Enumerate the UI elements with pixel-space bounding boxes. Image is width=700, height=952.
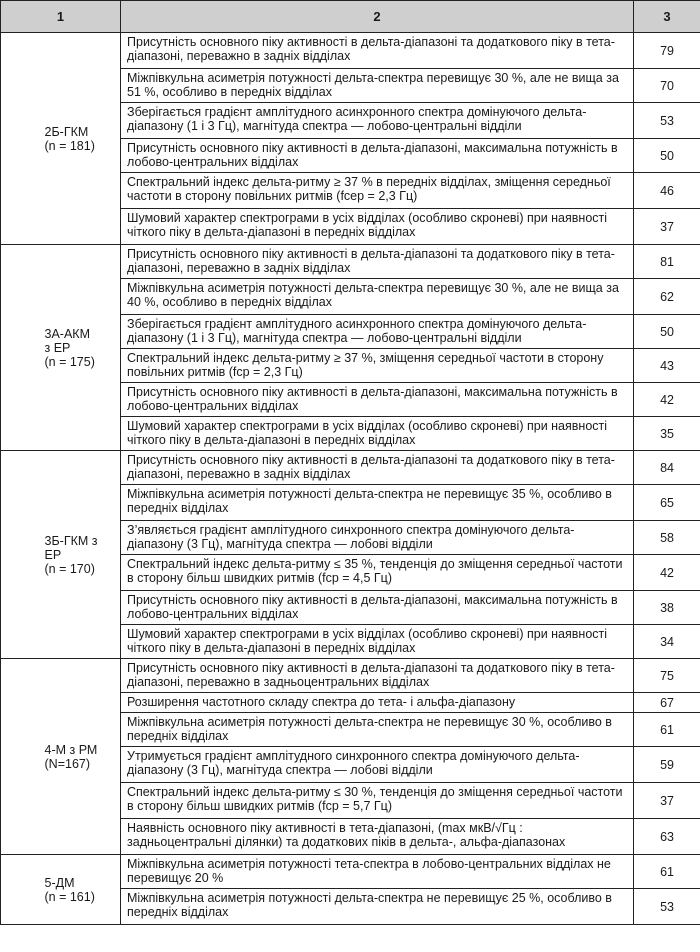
value-cell: 35 (634, 417, 700, 451)
value-cell: 58 (634, 521, 700, 555)
blank-cell (1, 855, 39, 925)
blank-cell (1, 33, 39, 245)
criterion-cell: Присутність основного піку активності в дельта-діапазоні та додаткового піку в тета-діапазоні, переважно в задніх відділах (121, 451, 634, 485)
table-row (1, 659, 700, 693)
value-cell: 65 (634, 485, 700, 521)
criterion-cell: Спектральний індекс дельта-ритму ≤ 30 %, тенденція до зміщення середньої частоти в сторону більш швидких ритмів (fср = 5,7 Гц) (121, 783, 634, 819)
blank-cell (1, 659, 39, 855)
table-row (1, 855, 700, 889)
header-row (1, 1, 700, 33)
value-cell: 70 (634, 69, 700, 103)
table-row (1, 451, 700, 485)
value-cell: 84 (634, 451, 700, 485)
criterion-cell: Шумовий характер спектрограми в усіх відділах (особливо скроневі) при наявності чіткого піку в дельта-діапазоні в передніх відділах (121, 625, 634, 659)
table-row (1, 33, 700, 69)
criterion-cell: Наявність основного піку активності в тета-діапазоні, (max мкВ/√Гц : задньоцентральні ділянки) та додаткових піків в дельта-, альфа-діапазонах (121, 819, 634, 855)
value-cell: 42 (634, 383, 700, 417)
value-cell: 53 (634, 103, 700, 139)
value-cell: 63 (634, 819, 700, 855)
value-cell: 75 (634, 659, 700, 693)
criterion-cell: Присутність основного піку активності в дельта-діапазоні та додаткового піку в тета-діапазоні, переважно в задньоцентральних відділах (121, 659, 634, 693)
criterion-cell: Зберігається градієнт амплітудного асинхронного спектра домінуючого дельта-діапазону (1 і 3 Гц), магнітуда спектра — лобово-центральні відділи (121, 315, 634, 349)
criterion-cell: З’являється градієнт амплітудного синхронного спектра домінуючого дельта-діапазону (3 Гц), магнітуда спектра — лобові відділи (121, 521, 634, 555)
value-cell: 37 (634, 209, 700, 245)
criterion-cell: Розширення частотного складу спектра до тета- і альфа-діапазону (121, 693, 634, 713)
table-body (1, 33, 700, 925)
value-cell: 79 (634, 33, 700, 69)
value-cell: 61 (634, 855, 700, 889)
criterion-cell: Шумовий характер спектрограми в усіх відділах (особливо скроневі) при наявності чіткого піку в дельта-діапазоні в передніх відділах (121, 417, 634, 451)
value-cell: 42 (634, 555, 700, 591)
criterion-cell: Міжпівкульна асиметрія потужності дельта-спектра не перевищує 35 %, особливо в передніх відділах (121, 485, 634, 521)
value-cell: 62 (634, 279, 700, 315)
value-cell: 43 (634, 349, 700, 383)
group-label: 3А-АКМ з ЕР (n = 175) (39, 245, 121, 451)
criterion-cell: Міжпівкульна асиметрія потужності дельта-спектра не перевищує 25 %, особливо в передніх відділах (121, 889, 634, 925)
blank-cell (1, 451, 39, 659)
value-cell: 61 (634, 713, 700, 747)
blank-cell (1, 245, 39, 451)
value-cell: 38 (634, 591, 700, 625)
criterion-cell: Утримується градієнт амплітудного синхронного спектра домінуючого дельта-діапазону (3 Гц), магнітуда спектра — лобові відділи (121, 747, 634, 783)
criterion-cell: Міжпівкульна асиметрія потужності дельта-спектра не перевищує 30 %, особливо в передніх відділах (121, 713, 634, 747)
value-cell: 59 (634, 747, 700, 783)
value-cell: 37 (634, 783, 700, 819)
value-cell: 67 (634, 693, 700, 713)
criterion-cell: Присутність основного піку активності в дельта-діапазоні, максимальна потужність в лобово-центральних відділах (121, 591, 634, 625)
group-label: 2Б-ГКМ (n = 181) (39, 33, 121, 245)
criterion-cell: Присутність основного піку активності в дельта-діапазоні, максимальна потужність в лобово-центральних відділах (121, 139, 634, 173)
value-cell: 50 (634, 315, 700, 349)
criterion-cell: Спектральний індекс дельта-ритму ≤ 35 %, тенденція до зміщення середньої частоти в сторону більш швидких ритмів (fср = 4,5 Гц) (121, 555, 634, 591)
group-label: 5-ДМ (n = 161) (39, 855, 121, 925)
value-cell: 46 (634, 173, 700, 209)
header-col-1: 1 (1, 1, 121, 33)
criterion-cell: Спектральний індекс дельта-ритму ≥ 37 %, зміщення середньої частоти в сторону повільних ритмів (fср = 2,3 Гц) (121, 349, 634, 383)
criterion-cell: Міжпівкульна асиметрія потужності дельта-спектра перевищує 30 %, але не вища за 40 %, особливо в передніх відділах (121, 279, 634, 315)
criterion-cell: Міжпівкульна асиметрія потужності дельта-спектра перевищує 30 %, але не вища за 51 %, особливо в передніх відділах (121, 69, 634, 103)
criterion-cell: Присутність основного піку активності в дельта-діапазоні, максимальна потужність в лобово-центральних відділах (121, 383, 634, 417)
value-cell: 53 (634, 889, 700, 925)
criterion-cell: Зберігається градієнт амплітудного асинхронного спектра домінуючого дельта-діапазону (1 і 3 Гц), магнітуда спектра — лобово-центральні відділи (121, 103, 634, 139)
header-col-2: 2 (121, 1, 634, 33)
group-label: 3Б-ГКМ з ЕР (n = 170) (39, 451, 121, 659)
criterion-cell: Присутність основного піку активності в дельта-діапазоні та додаткового піку в тета-діапазоні, переважно в задніх відділах (121, 33, 634, 69)
criterion-cell: Міжпівкульна асиметрія потужності тета-спектра в лобово-центральних відділах не перевищує 20 % (121, 855, 634, 889)
value-cell: 81 (634, 245, 700, 279)
table-row (1, 245, 700, 279)
criterion-cell: Присутність основного піку активності в дельта-діапазоні та додаткового піку в тета-діапазоні, переважно в задніх відділах (121, 245, 634, 279)
criterion-cell: Спектральний індекс дельта-ритму ≥ 37 % в передніх відділах, зміщення середньої частоти в сторону повільних ритмів (fсер = 2,3 Гц) (121, 173, 634, 209)
criterion-cell: Шумовий характер спектрограми в усіх відділах (особливо скроневі) при наявності чіткого піку в дельта-діапазоні в передніх відділах (121, 209, 634, 245)
header-col-3: 3 (634, 1, 700, 33)
value-cell: 50 (634, 139, 700, 173)
group-label: 4-М з РМ (N=167) (39, 659, 121, 855)
value-cell: 34 (634, 625, 700, 659)
